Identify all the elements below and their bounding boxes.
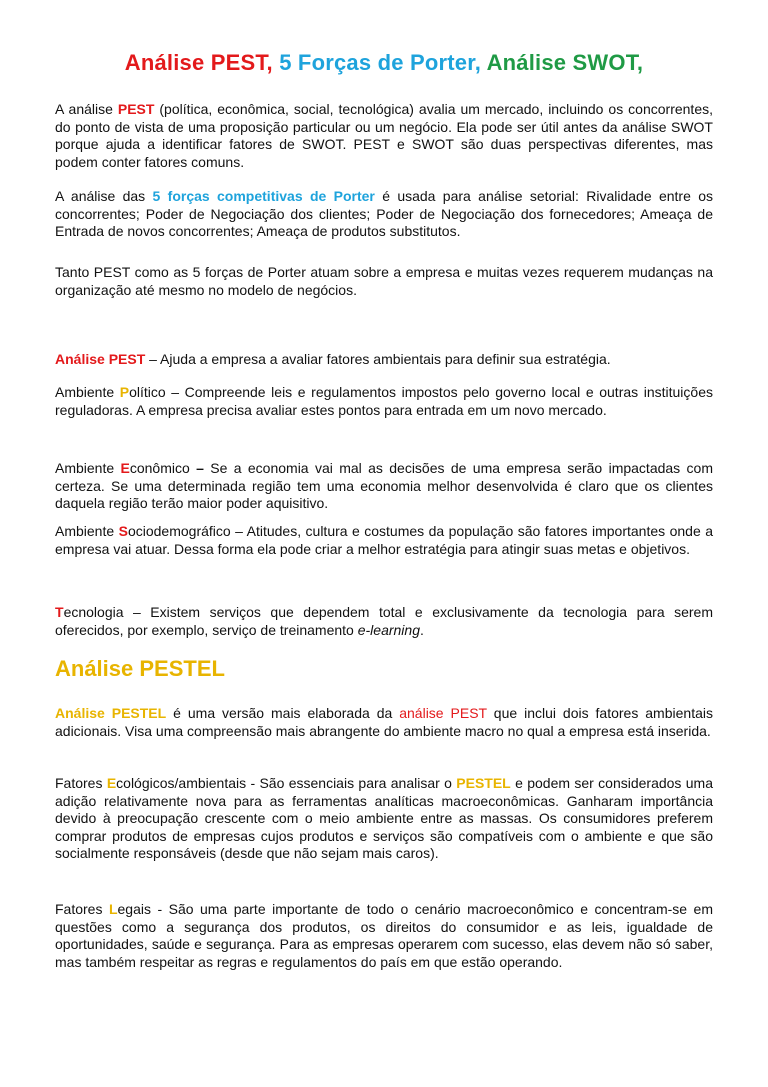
paragraph-ecologicos: Fatores Ecológicos/ambientais - São essenciais para analisar o PESTEL e podem ser considerados uma adição relativamente nova para as ferramentas analíticas macroeconômicas. Ganharam importância devido à preocupação crescente com o meio ambiente entre as massas. Os consumidores preferem comprar produtos de empresas cujos produtos e serviços são compatíveis com o ambiente e que são socialmente responsáveis (desde que não sejam mais caros).: [55, 775, 714, 861]
letter-t: T: [55, 604, 64, 620]
letter-s: S: [118, 523, 128, 539]
paragraph-pest-intro: A análise PEST (política, econômica, social, tecnológica) avalia um mercado, incluindo os concorrentes, do ponto de vista de uma proposição particular ou um negócio. Ela pode ser útil antes da análise SWOT porque ajuda a identificar fatores de SWOT. PEST e SWOT são duas perspectivas diferentes, mas podem conter fatores comuns.: [55, 101, 713, 170]
title-porter: 5 Forças de Porter,: [279, 50, 482, 75]
title-swot: Análise SWOT,: [486, 50, 644, 75]
letter-l: L: [108, 901, 118, 917]
highlight-porter: 5 forças competitivas de Porter: [152, 188, 375, 204]
paragraph-tecnologia: Tecnologia – Existem serviços que dependem total e exclusivamente da tecnologia para serem oferecidos, por exemplo, serviço de treinamento e-learning.: [55, 604, 713, 638]
letter-e-ecologicos: E: [106, 775, 117, 791]
paragraph-sociodemografico: Ambiente Sociodemográfico – Atitudes, cultura e costumes da população são fatores importantes onde a empresa vai atuar. Dessa forma ela pode criar a melhor estratégia para atingir suas metas e objetivos.: [55, 523, 713, 557]
paragraph-pest-porter: Tanto PEST como as 5 forças de Porter atuam sobre a empresa e muitas vezes requerem mudanças na organização até mesmo no modelo de negócios.: [55, 264, 713, 298]
paragraph-economico: Ambiente Econômico – Se a economia vai mal as decisões de uma empresa serão impactadas com certeza. Se uma determinada região tem uma economia melhor desenvolvida é claro que os clientes daquela região terão maior poder aquisitivo.: [55, 460, 713, 511]
letter-p: P: [119, 384, 130, 400]
letter-e: E: [120, 460, 130, 476]
highlight-analise-pestel: Análise PESTEL: [55, 705, 167, 721]
page-title: [0, 50, 768, 76]
highlight-analise-pest: Análise PEST: [55, 351, 146, 367]
title-pest: Análise PEST,: [124, 50, 273, 75]
highlight-analise-pest-inline: análise PEST: [399, 705, 487, 721]
section-heading-pestel: Análise PESTEL: [55, 656, 225, 681]
paragraph-politico: Ambiente Político – Compreende leis e regulamentos impostos pelo governo local e outras instituições reguladoras. A empresa precisa avaliar estes pontos para entrada em um novo mercado.: [55, 384, 713, 418]
paragraph-pest-definition: Análise PEST – Ajuda a empresa a avaliar fatores ambientais para definir sua estratégia.: [55, 351, 611, 367]
highlight-pest: PEST: [117, 101, 155, 117]
paragraph-porter-intro: A análise das 5 forças competitivas de Porter é usada para análise setorial: Rivalidade entre os concorrentes; Poder de Negociação dos clientes; Poder de Negociação dos fornecedores; Ameaça de Entrada de novos concorrentes; Ameaça de produtos substitutos.: [55, 188, 713, 239]
paragraph-legais: Fatores Legais - São uma parte importante de todo o cenário macroeconômico e concentram-se em questões como a segurança dos produtos, os direitos do consumidor e as leis, igualdade de oportunidades, saúde e segurança. Para as empresas operarem com sucesso, elas devem não só saber, mas também respeitar as regras e regulamentos do país em que estão operando.: [55, 901, 713, 970]
highlight-pestel: PESTEL: [456, 775, 511, 791]
paragraph-pestel-intro: Análise PESTEL é uma versão mais elaborada da análise PEST que inclui dois fatores ambientais adicionais. Visa uma compreensão mais abrangente do ambiente macro no qual a empresa está inserida.: [55, 705, 713, 739]
